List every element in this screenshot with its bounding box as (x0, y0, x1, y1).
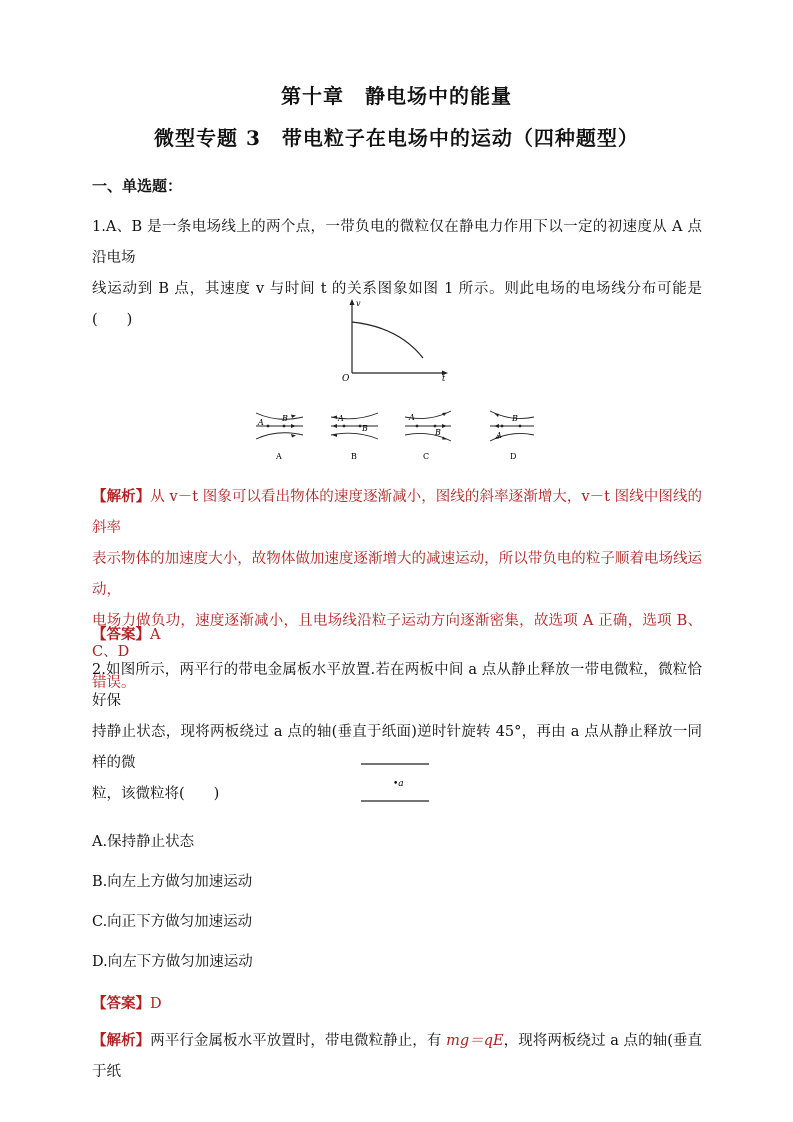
parallel-plates-figure (355, 757, 435, 805)
option-b-key: B (351, 452, 357, 461)
option-c-label-a: A (409, 413, 415, 422)
q1-analysis-line-2: 表示物体的加速度大小，故物体做加速度逐渐增大的减速运动，所以带负电的粒子顺着电场线运动， (92, 551, 702, 598)
q1-answer-value: A (150, 627, 161, 643)
q1-analysis-line-4: 错误。 (92, 675, 136, 691)
field-line-options (248, 405, 548, 463)
q2-analysis-text-b: ，现将两板绕过 a 点的轴(垂直于纸 (92, 1033, 702, 1080)
option-d-diagram (490, 411, 534, 461)
option-b-label-b: B (362, 424, 368, 433)
q2-option-a: A.保持静止状态 (92, 834, 195, 850)
q1-line-2: 线运动到 B 点，其速度 v 与时间 t 的关系图象如图 1 所示。则此电场的电场线分布可能是( ) (92, 281, 702, 328)
q2-analysis-formula: mg＝qE (446, 1033, 504, 1049)
q2-option-b: B.向左上方做匀加速运动 (92, 874, 253, 890)
section-heading: 一、单选题： (92, 177, 183, 195)
option-d-label-b: B (512, 414, 518, 423)
option-d-key: D (510, 452, 517, 461)
vt-curve (352, 322, 423, 358)
option-b-diagram (331, 413, 378, 461)
option-a-key: A (276, 452, 282, 461)
option-d-label-a: A (496, 431, 502, 440)
v-axis-label: v (356, 299, 361, 308)
page-subtitle: 微型专题 3 带电粒子在电场中的运动（四种题型） (154, 126, 639, 150)
option-b-label-a: A (338, 414, 344, 423)
q2-option-c: C.向正下方做匀加速运动 (92, 914, 253, 930)
q2-analysis-text-a: 两平行金属板水平放置时，带电微粒静止，有 (150, 1033, 447, 1049)
t-axis-label: t (442, 374, 446, 383)
q2-line-3: 粒，该微粒将( ) (92, 786, 220, 802)
option-a-diagram (256, 413, 303, 461)
q2-option-d: D.向左下方做匀加速运动 (92, 954, 253, 970)
q2-line-2: 持静止状态，现将两板绕过 a 点的轴(垂直于纸面)逆时针旋转 45°，再由 a 点从静止释放一同样的微 (92, 724, 702, 771)
vt-graph (330, 295, 460, 385)
q1-answer-label: 【答案】 (92, 626, 150, 643)
option-a-label-b: B (282, 414, 288, 423)
q1-analysis-label: 【解析】 (92, 488, 151, 505)
q1-answer (92, 619, 702, 651)
origin-label: O (342, 374, 350, 384)
q2-answer (92, 988, 702, 1020)
q1-analysis-line-3: 电场力做负功，速度逐渐减小，且电场线沿粒子运动方向逐渐密集，故选项 A 正确，选项 B、C、D (92, 613, 702, 660)
q2-analysis (92, 1025, 702, 1088)
option-c-label-b: B (435, 428, 441, 437)
option-a-label-a: A (258, 418, 264, 427)
point-a-label: •a (393, 779, 404, 789)
q2-line-1: 2.如图所示，两平行的带电金属板水平放置.若在两板中间 a 点从静止释放一带电微粒，微粒恰好保 (92, 662, 702, 709)
chapter-title: 第十章 静电场中的能量 (281, 84, 512, 108)
option-c-key: C (423, 452, 430, 461)
option-c-diagram (405, 411, 451, 461)
q2-answer-label: 【答案】 (92, 995, 150, 1012)
q2-analysis-label: 【解析】 (92, 1032, 151, 1049)
q2-answer-value: D (150, 996, 162, 1012)
v-axis-arrow (350, 299, 355, 305)
q1-line-1: 1.A、B 是一条电场线上的两个点，一带负电的微粒仅在静电力作用下以一定的初速度从 A 点沿电场 (92, 219, 702, 266)
q1-analysis-line-1: 从 v－t 图象可以看出物体的速度逐渐减小，图线的斜率逐渐增大，v－t 图线中图线的斜率 (92, 489, 702, 536)
